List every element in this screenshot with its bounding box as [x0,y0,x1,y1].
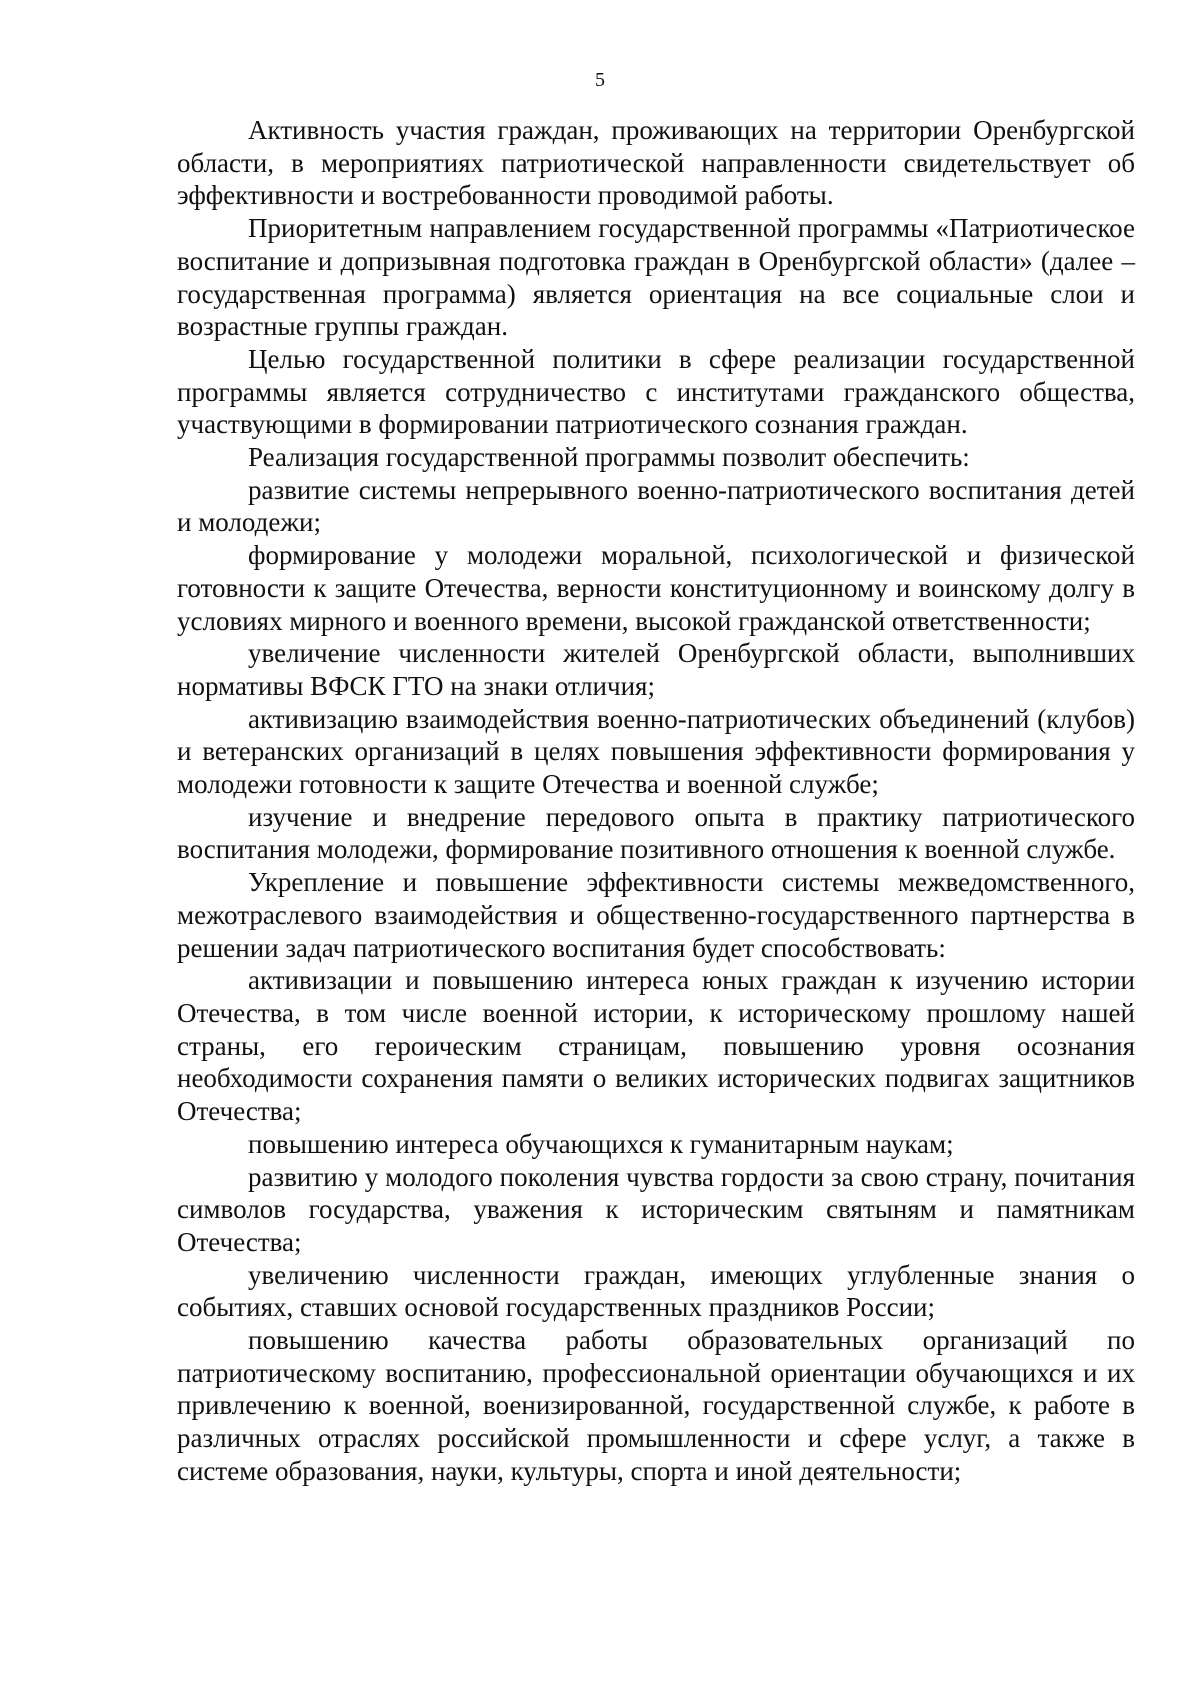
paragraph: развитию у молодого поколения чувства гордости за свою страну, почитания символов государства, уважения к историческим святыням и памятникам Отечества; [177,1161,1135,1257]
body-text [177,114,1135,1488]
paragraph: повышению качества работы образовательных организаций по патриотическому воспитанию, профессиональной ориентации обучающихся и их привлечению к военной, военизированной, государственной службе, к работе в различных отраслях российской промышленности и сфере услуг, а также в системе образования, науки, культуры, спорта и иной деятельности; [177,1325,1135,1486]
paragraph: Реализация государственной программы позволит обеспечить: [248,442,970,473]
paragraph: Активность участия граждан, проживающих на территории Оренбургской области, в мероприятиях патриотической направленности свидетельствует об эффективности и востребованности проводимой работы. [177,115,1135,211]
paragraph: повышению интереса обучающихся к гуманитарным наукам; [248,1128,954,1159]
paragraph: увеличению численности граждан, имеющих углубленные знания о событиях, ставших основой государственных праздников России; [177,1259,1135,1323]
paragraph: Приоритетным направлением государственной программы «Патриотическое воспитание и допризывная подготовка граждан в Оренбургской области» (далее – государственная программа) является ориентация на все социальные слои и возрастные группы граждан. [177,213,1135,342]
paragraph: развитие системы непрерывного военно-патриотического воспитания детей и молодежи; [177,474,1135,538]
paragraph: формирование у молодежи моральной, психологической и физической готовности к защите Отечества, верности конституционному и воинскому долгу в условиях мирного и военного времени, высокой гражданской ответственности; [177,540,1135,636]
paragraph: Укрепление и повышение эффективности системы межведомственного, межотраслевого взаимодействия и общественно-государственного партнерства в решении задач патриотического воспитания будет способствовать: [177,867,1135,963]
page-number: 5 [595,69,605,91]
paragraph: изучение и внедрение передового опыта в практику патриотического воспитания молодежи, формирование позитивного отношения к военной службе. [177,801,1135,865]
paragraph: активизацию взаимодействия военно-патриотических объединений (клубов) и ветеранских организаций в целях повышения эффективности формирования у молодежи готовности к защите Отечества и военной службе; [177,703,1135,800]
paragraph: увеличение численности жителей Оренбургской области, выполнивших нормативы ВФСК ГТО на знаки отличия; [177,638,1135,701]
paragraph: Целью государственной политики в сфере реализации государственной программы является сотрудничество с институтами гражданского общества, участвующими в формировании патриотического сознания граждан. [177,343,1135,440]
paragraph: активизации и повышению интереса юных граждан к изучению истории Отечества, в том числе военной истории, к историческому прошлому нашей страны, его героическим страницам, повышению уровня осознания необходимости сохранения памяти о великих исторических подвигах защитников Отечества; [177,965,1135,1127]
